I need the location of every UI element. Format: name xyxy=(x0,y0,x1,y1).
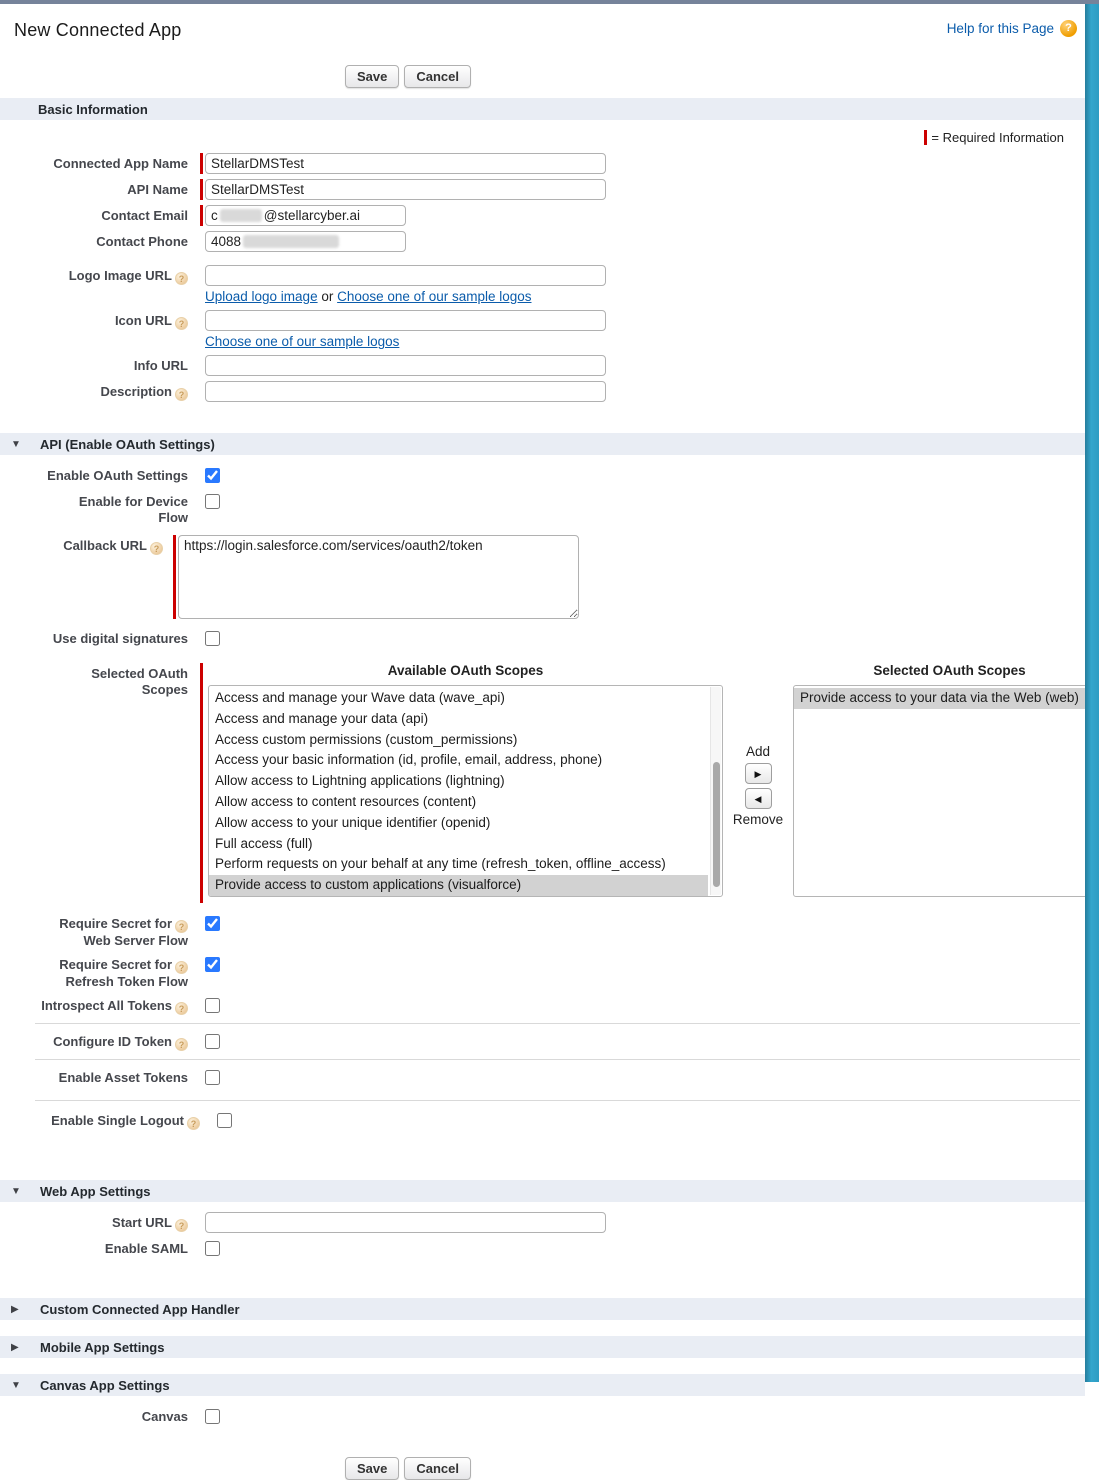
scope-option[interactable]: Provide access to your data via the Web (web) xyxy=(794,688,1091,709)
scope-option[interactable]: Allow access to your unique identifier (openid) xyxy=(215,814,491,830)
start-url-help-icon[interactable] xyxy=(175,1219,188,1232)
divider xyxy=(35,1059,1080,1060)
start-url-label: Start URL? xyxy=(0,1212,188,1232)
info-url-label: Info URL xyxy=(133,358,188,373)
enable-asset-tokens-checkbox[interactable] xyxy=(205,1070,220,1085)
redacted-email-segment xyxy=(220,209,262,222)
require-secret-refresh-checkbox[interactable] xyxy=(205,957,220,972)
listbox-scrollbar-thumb[interactable] xyxy=(713,762,720,887)
remove-label: Remove xyxy=(732,812,784,827)
row-digital-signatures xyxy=(0,628,1085,649)
section-canvas-app-settings[interactable] xyxy=(0,1374,1085,1396)
required-legend xyxy=(0,130,1085,145)
connected-app-name-label: Connected App Name xyxy=(53,156,188,171)
callback-url-textarea[interactable] xyxy=(178,535,579,619)
logo-links xyxy=(205,289,532,304)
icon-links xyxy=(205,334,399,349)
section-mobile-title: Mobile App Settings xyxy=(40,1339,165,1355)
api-name-input[interactable] xyxy=(205,179,606,200)
required-bar xyxy=(200,179,203,200)
configure-id-token-label: Configure ID Token? xyxy=(0,1031,188,1051)
add-label: Add xyxy=(745,744,771,759)
icon-url-help-icon[interactable] xyxy=(175,317,188,330)
require-secret-refresh-help-icon[interactable] xyxy=(175,961,188,974)
save-button[interactable]: Save xyxy=(345,1457,399,1480)
logo-image-url-label: Logo Image URL? xyxy=(0,265,188,285)
selected-oauth-scopes-label: Selected OAuth Scopes xyxy=(91,666,188,697)
require-secret-refresh-label: Require Secret for? Refresh Token Flow xyxy=(0,954,188,990)
row-contact-email xyxy=(0,205,1085,226)
section-custom-connected-app-handler[interactable] xyxy=(0,1298,1085,1320)
collapse-triangle-icon[interactable] xyxy=(0,1380,40,1391)
enable-oauth-label: Enable OAuth Settings xyxy=(47,468,188,483)
description-help-icon[interactable] xyxy=(175,388,188,401)
section-custom-handler-title: Custom Connected App Handler xyxy=(40,1301,240,1317)
row-icon-url xyxy=(0,310,1085,355)
contact-phone-input[interactable] xyxy=(205,231,406,252)
divider xyxy=(35,1023,1080,1024)
row-start-url xyxy=(0,1212,1085,1233)
web-app-settings-form xyxy=(0,1212,1085,1259)
callback-url-label: Callback URL? xyxy=(0,535,163,555)
row-logo-image-url xyxy=(0,265,1085,310)
enable-saml-checkbox[interactable] xyxy=(205,1241,220,1256)
contact-email-input[interactable] xyxy=(205,205,406,226)
help-question-icon[interactable] xyxy=(1060,20,1077,37)
require-secret-web-checkbox[interactable] xyxy=(205,916,220,931)
window-right-edge xyxy=(1085,0,1099,1382)
introspect-tokens-help-icon[interactable] xyxy=(175,1002,188,1015)
icon-url-input[interactable] xyxy=(205,310,606,331)
scope-transfer-controls xyxy=(723,663,793,903)
scope-option[interactable]: Access and manage your data (api) xyxy=(215,710,429,726)
enable-asset-tokens-label: Enable Asset Tokens xyxy=(58,1070,188,1085)
selected-scopes-column xyxy=(793,663,1099,903)
contact-email-label: Contact Email xyxy=(101,208,188,223)
row-canvas xyxy=(0,1406,1085,1427)
canvas-app-settings-form xyxy=(0,1406,1085,1427)
choose-sample-logos-link[interactable]: Choose one of our sample logos xyxy=(337,289,532,304)
row-oauth-scopes xyxy=(0,663,1085,903)
row-enable-single-logout xyxy=(0,1110,1085,1131)
required-legend-text: = Required Information xyxy=(931,130,1064,145)
section-web-app-settings[interactable] xyxy=(0,1180,1085,1202)
section-basic-title: Basic Information xyxy=(38,101,148,117)
description-input[interactable] xyxy=(205,381,606,402)
top-action-buttons xyxy=(345,65,1085,88)
enable-single-logout-checkbox[interactable] xyxy=(217,1113,232,1128)
section-canvas-title: Canvas App Settings xyxy=(40,1377,170,1393)
required-bar xyxy=(200,663,203,903)
logo-url-help-icon[interactable] xyxy=(175,272,188,285)
canvas-label: Canvas xyxy=(141,1409,188,1424)
row-callback-url xyxy=(0,535,1085,619)
remove-scope-button[interactable] xyxy=(745,788,772,809)
enable-oauth-checkbox[interactable] xyxy=(205,468,220,483)
required-bar xyxy=(200,153,203,174)
scope-option[interactable]: Provide access to custom applications (visualforce) xyxy=(209,875,708,896)
basic-information-form xyxy=(0,153,1085,402)
row-require-secret-web xyxy=(0,913,1085,949)
scope-option[interactable]: Access and manage your Wave data (wave_api) xyxy=(215,690,505,705)
available-scopes-listbox[interactable] xyxy=(208,685,723,897)
info-url-input[interactable] xyxy=(205,355,606,376)
row-enable-asset-tokens xyxy=(0,1067,1085,1088)
choose-sample-icons-link[interactable]: Choose one of our sample logos xyxy=(205,334,400,349)
section-web-app-title: Web App Settings xyxy=(40,1183,151,1199)
collapse-triangle-icon[interactable] xyxy=(0,1186,40,1197)
help-link-label: Help for this Page xyxy=(946,21,1054,36)
scope-option[interactable]: Full access (full) xyxy=(215,835,313,851)
required-bar-icon xyxy=(924,130,927,145)
row-contact-phone xyxy=(0,231,1085,252)
row-introspect-tokens xyxy=(0,995,1085,1016)
selected-scopes-listbox[interactable] xyxy=(793,685,1099,897)
section-api-oauth[interactable] xyxy=(0,433,1085,455)
page-header xyxy=(0,4,1085,41)
enable-single-logout-help-icon[interactable] xyxy=(187,1117,200,1130)
row-description xyxy=(0,381,1085,402)
divider xyxy=(35,1100,1080,1101)
contact-email-visible-end: @stellarcyber.ai xyxy=(263,208,360,223)
logo-link-separator: or xyxy=(321,289,334,304)
contact-phone-label: Contact Phone xyxy=(96,234,188,249)
expand-triangle-icon[interactable] xyxy=(0,1342,40,1353)
introspect-tokens-checkbox[interactable] xyxy=(205,998,220,1013)
required-bar xyxy=(200,205,203,226)
enable-saml-label: Enable SAML xyxy=(104,1241,188,1256)
add-scope-button[interactable] xyxy=(745,763,772,784)
contact-phone-visible-start: 4088 xyxy=(211,234,242,249)
canvas-checkbox[interactable] xyxy=(205,1409,220,1424)
device-flow-checkbox[interactable] xyxy=(205,494,220,509)
bottom-action-buttons xyxy=(345,1457,1085,1480)
introspect-tokens-label: Introspect All Tokens? xyxy=(0,995,188,1015)
row-device-flow xyxy=(0,491,1085,526)
api-name-label: API Name xyxy=(127,182,188,197)
scope-option[interactable]: Perform requests on your behalf at any time (refresh_token, offline_access) xyxy=(215,856,666,872)
contact-email-visible-start: c xyxy=(211,208,218,223)
scope-option[interactable]: Allow access to Lightning applications (lightning) xyxy=(215,773,505,789)
device-flow-label: Enable for Device Flow xyxy=(78,494,188,525)
description-label: Description? xyxy=(0,381,188,401)
scope-option[interactable]: Allow access to content resources (content) xyxy=(215,793,477,809)
available-scopes-title: Available OAuth Scopes xyxy=(387,663,544,678)
api-oauth-form xyxy=(0,465,1085,1131)
redacted-phone-segment xyxy=(243,235,339,248)
section-api-title: API (Enable OAuth Settings) xyxy=(40,436,215,452)
connected-app-name-input[interactable] xyxy=(205,153,606,174)
expand-triangle-icon[interactable] xyxy=(0,1304,40,1315)
window-top-edge xyxy=(0,0,1099,4)
enable-single-logout-label: Enable Single Logout? xyxy=(0,1110,200,1130)
row-connected-app-name xyxy=(0,153,1085,174)
upload-logo-image-link[interactable]: Upload logo image xyxy=(205,289,318,304)
required-bar xyxy=(173,535,176,619)
row-enable-oauth xyxy=(0,465,1085,486)
save-button[interactable]: Save xyxy=(345,65,399,88)
row-configure-id-token xyxy=(0,1031,1085,1052)
row-require-secret-refresh xyxy=(0,954,1085,990)
digital-signatures-label: Use digital signatures xyxy=(52,631,188,646)
digital-signatures-checkbox[interactable] xyxy=(205,631,220,646)
callback-url-help-icon[interactable] xyxy=(150,542,163,555)
row-info-url xyxy=(0,355,1085,376)
row-enable-saml xyxy=(0,1238,1085,1259)
scope-option[interactable]: Access your basic information (id, profile, email, address, phone) xyxy=(215,752,603,768)
collapse-triangle-icon[interactable] xyxy=(0,439,40,450)
start-url-input[interactable] xyxy=(205,1212,606,1233)
page-title: New Connected App xyxy=(14,20,182,40)
icon-url-label: Icon URL? xyxy=(0,310,188,330)
listbox-scrollbar-track[interactable] xyxy=(710,687,721,895)
help-for-this-page-link[interactable] xyxy=(947,20,1077,37)
cancel-button[interactable]: Cancel xyxy=(404,1457,471,1480)
require-secret-web-label: Require Secret for? Web Server Flow xyxy=(0,913,188,949)
configure-id-token-checkbox[interactable] xyxy=(205,1034,220,1049)
section-basic-information xyxy=(0,98,1085,120)
selected-scopes-title: Selected OAuth Scopes xyxy=(873,663,1026,678)
logo-image-url-input[interactable] xyxy=(205,265,606,286)
section-mobile-app-settings[interactable] xyxy=(0,1336,1085,1358)
require-secret-web-help-icon[interactable] xyxy=(175,920,188,933)
row-api-name xyxy=(0,179,1085,200)
cancel-button[interactable]: Cancel xyxy=(404,65,471,88)
available-scopes-column xyxy=(208,663,723,903)
configure-id-token-help-icon[interactable] xyxy=(175,1038,188,1051)
scope-option[interactable]: Access custom permissions (custom_permissions) xyxy=(215,731,518,747)
new-connected-app-page xyxy=(0,4,1085,1480)
